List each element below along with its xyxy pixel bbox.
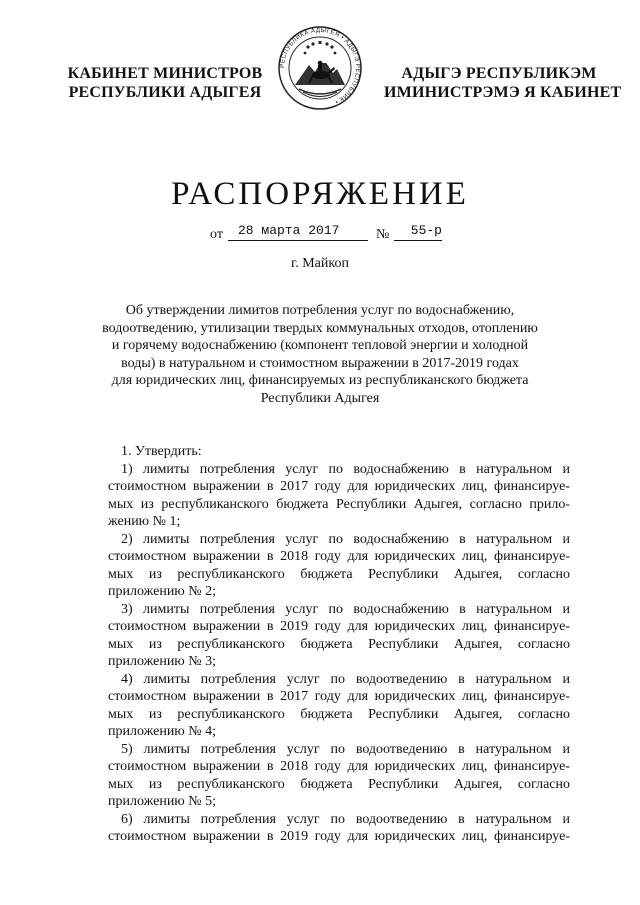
- body-intro: 1. Утвердить:: [121, 444, 202, 459]
- list-item-line: стоимостном выражении в 2017 году для юридических лиц, финансируе-: [108, 479, 570, 494]
- list-item-line: стоимостном выражении в 2019 году для юридических лиц, финансируе-: [108, 829, 570, 844]
- svg-text:РЕСПУБЛИКА АДЫГЕЯ • АДЫГЭ РЕСП: РЕСПУБЛИКА АДЫГЕЯ • АДЫГЭ РЕСПУБЛИК •: [278, 26, 362, 106]
- header-right-line-2: ИМИНИСТРЭМЭ Я КАБИНЕТ: [384, 84, 622, 101]
- list-item-line: мых из республиканского бюджета Республики Адыгея, согласно: [108, 636, 570, 652]
- header-left-line-2: РЕСПУБЛИКИ АДЫГЕЯ: [68, 84, 262, 101]
- list-item-line: мых из республиканского бюджета Республики Адыгея, согласно: [108, 776, 570, 792]
- subject-line: водоотведению, утилизации твердых коммунальных отходов, отоплению: [102, 320, 538, 336]
- list-item: [108, 811, 570, 846]
- list-item-line: стоимостном выражении в 2019 году для юридических лиц, финансируе-: [108, 619, 570, 634]
- list-item: [108, 671, 570, 741]
- document-date: 28 марта 2017: [228, 224, 368, 241]
- list-item-line: мых из республиканского бюджета Республики Адыгея, согласно: [108, 706, 570, 722]
- list-item-line: 3) лимиты потребления услуг по водоснабжению в натуральном и: [121, 601, 570, 617]
- list-item-line: 4) лимиты потребления услуг по водоотведению в натуральном и: [121, 671, 570, 687]
- subject-line: Об утверждении лимитов потребления услуг по водоснабжению,: [125, 303, 515, 318]
- header-right: [384, 64, 622, 102]
- list-item-line: стоимостном выражении в 2017 году для юридических лиц, финансируе-: [108, 689, 570, 704]
- subject-line: для юридических лиц, финансируемых из республиканского бюджета: [111, 373, 529, 388]
- list-item-line: приложению № 4;: [108, 724, 217, 739]
- header-left-line-1: КАБИНЕТ МИНИСТРОВ: [67, 65, 263, 82]
- number-label: №: [376, 227, 390, 242]
- list-item-line: 1) лимиты потребления услуг по водоснабжению в натуральном и: [121, 461, 570, 477]
- header-right-line-1: АДЫГЭ РЕСПУБЛИКЭМ: [401, 65, 597, 82]
- state-emblem-icon: [277, 25, 363, 111]
- list-item-line: стоимостном выражении в 2018 году для юридических лиц, финансируе-: [108, 759, 570, 774]
- list-item-line: 6) лимиты потребления услуг по водоотведению в натуральном и: [121, 811, 570, 827]
- city-line: г. Майкоп: [291, 256, 349, 271]
- list-item: [108, 461, 570, 531]
- subject-line: и горячему водоснабжению (компонент тепловой энергии и холодной: [111, 338, 529, 353]
- document-body: [108, 443, 570, 846]
- list-item-line: приложению № 3;: [108, 654, 217, 669]
- list-item-line: 2) лимиты потребления услуг по водоснабжению в натуральном и: [121, 531, 570, 547]
- subject-line: Республики Адыгея: [260, 390, 380, 406]
- document-subject: [90, 302, 550, 407]
- list-item: [108, 531, 570, 601]
- list-item-line: жению № 1;: [108, 514, 181, 529]
- header-left: [60, 64, 270, 102]
- document-number: 55-р: [394, 224, 442, 241]
- list-item-line: 5) лимиты потребления услуг по водоотведению в натуральном и: [121, 741, 570, 757]
- list-item: [108, 741, 570, 811]
- list-item-line: мых из республиканского бюджета Республики Адыгея, согласно прило-: [108, 496, 570, 512]
- date-label: от: [210, 227, 223, 242]
- document-title: РАСПОРЯЖЕНИЕ: [171, 176, 469, 212]
- list-item-line: мых из республиканского бюджета Республики Адыгея, согласно: [108, 566, 570, 582]
- list-item-line: приложению № 5;: [108, 794, 217, 809]
- subject-line: воды) в натуральном и стоимостном выражении в 2017-2019 годах: [121, 355, 519, 371]
- list-item: [108, 601, 570, 671]
- list-item-line: стоимостном выражении в 2018 году для юридических лиц, финансируе-: [108, 549, 570, 564]
- list-item-line: приложению № 2;: [108, 584, 217, 599]
